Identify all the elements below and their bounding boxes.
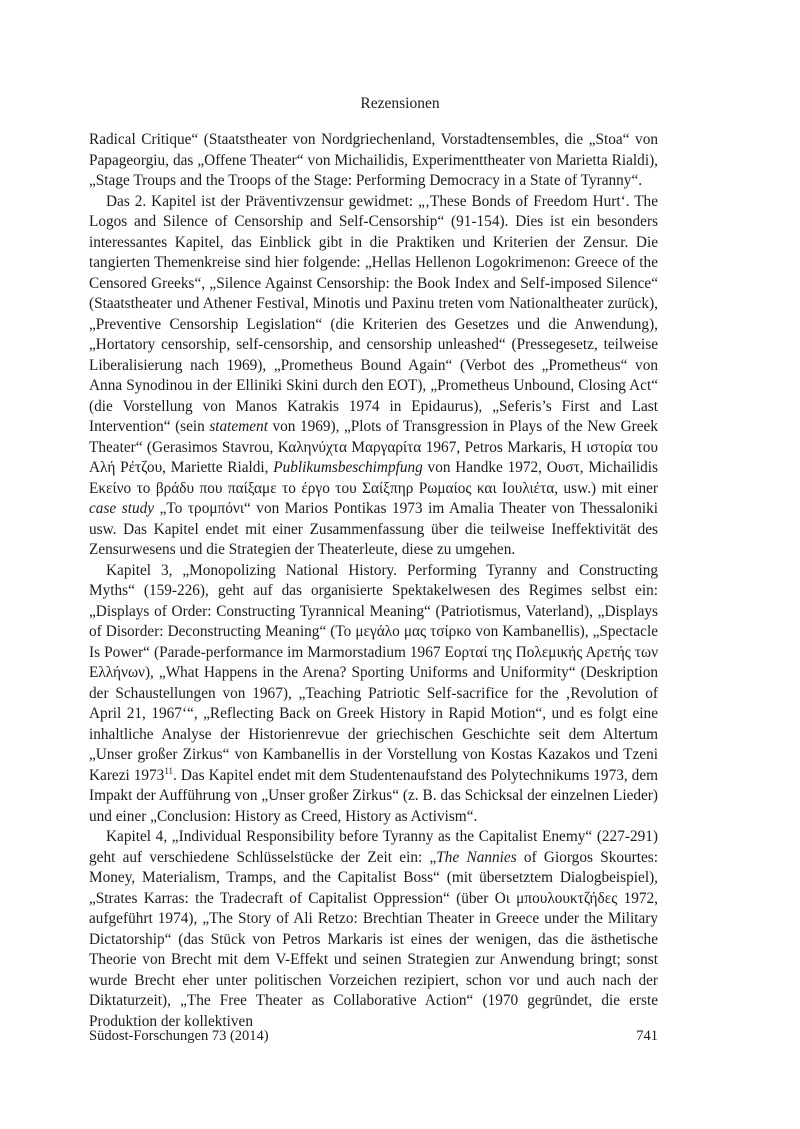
paragraph-2-text-e: von Handke 1972, Ουστ, Michailidis Εκείνο το βράδυ που παίξαμε το έργο του Σαίξπηρ Ρωμαίος και Ιουλιέτα, usw.) mit einer xyxy=(89,459,659,497)
footnote-marker: 11 xyxy=(164,765,174,776)
italic-statement: statement xyxy=(209,418,268,435)
paragraph-2 xyxy=(89,192,658,561)
paragraph-1: Radical Critique“ (Staatstheater von Nordgriechenland, Vorstadtensembles, die „Stoa“ von Papageorgiu, das „Offene Theater“ von Michailidis, Experimenttheater von Marietta Rialdi), „Stage Troups and the Troops of the Stage: Performing Democracy in a State of Tyranny“. xyxy=(89,131,658,189)
paragraph-3 xyxy=(89,561,658,828)
paragraph-4 xyxy=(89,827,658,1032)
paragraph-4-text-c: of Giorgos Skourtes: Money, Materialism, Tramps, and the Capitalist Boss“ (mit übersetztem Dialogbeispiel), „Strates Karras: the Tradecraft of Capitalist Oppression“ (über Οι μπουλουκτζήδες 1972, aufgeführt 1974), „The Story of Ali Retzo: Brechtian Theater in Greece under the Military Dictatorship“ (das Stück von Petros Markaris ist eines der wenigen, das die ästhetische Theorie von Brecht mit dem V-Effekt und seinen Strategien zur Anwendung bringt; sonst wurde Brecht eher unter politischen Vorzeichen rezipiert, schon vor und auch nach der Diktaturzeit), „The Free Theater as Collaborative Action“ (1970 gegründet, die erste Produktion der kollektiven xyxy=(89,848,658,1030)
journal-citation: Südost-Forschungen 73 (2014) xyxy=(89,1028,269,1044)
italic-case-study: case study xyxy=(89,500,155,517)
paragraph-2-text-a: Das 2. Kapitel ist der Präventivzensur gewidmet: „‚These Bonds of Freedom Hurt‘. The Logos and Silence of Censorship and Self-Censorship“ (91-154). Dies ist ein besonders interessantes Kapitel, das Einblick gibt in die Praktiken und Kriterien der Zensur. Die tangierten Themenkreise sind hier folgende: „Hellas Hellenon Logokrimenon: Greece of the Censored Greeks“, „Silence Against Censorship: the Book Index and Self-imposed Silence“ (Staatstheater und Athener Festival, Minotis und Paxinu treten vom Nationaltheater zurück), „Preventive Censorship Legislation“ (die Kriterien des Gesetzes und die Anwendung), „Hortatory censorship, self-censorship, and censorship unleashed“ (Pressegesetz, teilweise Liberalisierung nach 1969), „Prometheus Bound Again“ (Verbot des „Prometheus“ von Anna Synodinou in der Elliniki Skini durch den EOT), „Prometheus Unbound, Closing Act“ (die Vorstellung von Manos Katrakis 1974 in Epidaurus), „Seferis’s First and Last Intervention“ (sein xyxy=(89,192,658,435)
italic-publikumsbeschimpfung: Publikumsbeschimpfung xyxy=(273,459,423,476)
running-head: Rezensionen xyxy=(360,95,440,112)
paragraph-4-text-a: Kapitel 4, „Individual Responsibility before Tyranny as the Capitalist Enemy“ (227-291) geht auf verschiedene Schlüsselstücke der Zeit ein: „ xyxy=(89,828,658,866)
page-number: 741 xyxy=(636,1028,658,1044)
paragraph-2-text-g: „Το τρομπόνι“ von Marios Pontikas 1973 im Amalia Theater von Thessaloniki usw. Das Kapitel endet mit einer Zusammenfassung über die teilweise Ineffektivität des Zensurwesens und die Strategien der Theaterleute, diese zu umgehen. xyxy=(89,500,658,558)
review-body xyxy=(89,130,658,1032)
paragraph-3-text-a: Kapitel 3, „Monopolizing National History. Performing Tyranny and Constructing Myths“ (159-226), geht auf das organisierte Spektakelwesen des Regimes selbst ein: „Displays of Order: Constructing Tyrannical Meaning“ (Patriotismus, Vaterland), „Displays of Disorder: Deconstructing Meaning“ (Το μεγάλο μας τσίρκο von Kambanellis), „Spectacle Is Power“ (Parade-performance im Marmorstadium 1967 Εορταί της Πολεμικής Αρετής των Ελλήνων), „What Happens in the Arena? Sporting Uniforms and Uniformity“ (Deskription der Schaustellungen von 1967), „Teaching Patriotic Self-sacrifice for the ‚Revolution of April 21, 1967‘“, „Reflecting Back on Greek History in Rapid Motion“, und es folgt eine inhaltliche Analyse der Historienrevue der griechischen Geschichte seit dem Altertum „Unser großer Zirkus“ von Kambanellis in der Vorstellung von Kostas Kazakos und Tzeni Karezi 1973 xyxy=(89,561,658,784)
italic-the-nannies: The Nannies xyxy=(436,848,517,866)
paragraph-3-text-b: . Das Kapitel endet mit dem Studentenaufstand des Polytechnikums 1973, dem Impakt der Aufführung von „Unser großer Zirkus“ (z. B. das Schicksal der einzelnen Lieder) und einer „Conclusion: History as Creed, History as Activism“. xyxy=(89,766,659,825)
paragraph-2-text-c: von 1969), „Plots of Transgression in Plays of the New Greek Theater“ (Gerasimos Stavrou, Καληνύχτα Μαργαρίτα 1967, Petros Markaris, Η ιστορία του Αλή Ρέτζου, Mariette Rialdi, xyxy=(89,418,658,476)
